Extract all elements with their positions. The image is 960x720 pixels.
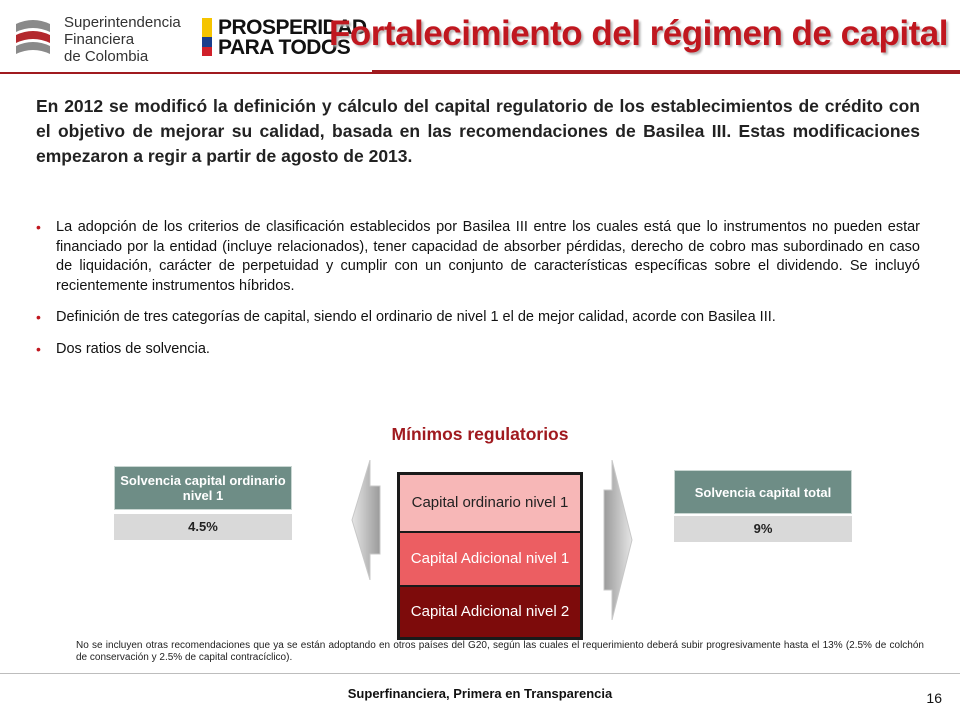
logo-line: PROSPERIDAD bbox=[218, 16, 367, 39]
bullet-item bbox=[36, 308, 920, 328]
left-solvency-value: 4.5% bbox=[114, 514, 292, 540]
logo-line: Financiera bbox=[64, 31, 135, 48]
logo-line: Superintendencia bbox=[64, 14, 181, 31]
left-solvency-box bbox=[114, 466, 292, 540]
diagram-title: Mínimos regulatorios bbox=[391, 424, 569, 444]
logo-line: de Colombia bbox=[64, 48, 149, 65]
intro-paragraph: En 2012 se modificó la definición y cálculo del capital regulatorio de los establecimientos de crédito con el objetivo de mejorar su calidad, basada en las recomendaciones de Basilea III. Estas modificaciones empezaron a regir a partir de agosto de 2013. bbox=[36, 96, 920, 166]
right-solvency-value: 9% bbox=[674, 516, 852, 542]
title-underline bbox=[372, 70, 960, 74]
right-solvency-label: Solvencia capital total bbox=[674, 470, 852, 514]
bullet-icon: • bbox=[36, 340, 41, 357]
page-number: 16 bbox=[926, 690, 942, 706]
left-solvency-label: Solvencia capital ordinario nivel 1 bbox=[114, 466, 292, 510]
bullet-text: Dos ratios de solvencia. bbox=[56, 340, 210, 357]
superfinanciera-emblem-icon bbox=[8, 14, 58, 64]
left-arrow-icon bbox=[350, 460, 384, 580]
capital-stack bbox=[397, 472, 583, 640]
footer-text: Superfinanciera, Primera en Transparencia bbox=[347, 686, 613, 701]
bullet-icon: • bbox=[36, 309, 41, 325]
header-divider bbox=[0, 72, 372, 74]
right-solvency-box bbox=[674, 470, 852, 542]
colombia-flag-icon bbox=[202, 18, 212, 56]
footer-divider bbox=[0, 673, 960, 674]
footnote: No se incluyen otras recomendaciones que ya se están adoptando en otros países del G20, según las cuales el requerimiento deberá subir progresivamente hasta el 13% (2.5% de colchón de conservación y 2.5% de capital contracíclico). bbox=[76, 640, 924, 663]
superfinanciera-logo bbox=[8, 10, 181, 66]
superfinanciera-logo-text bbox=[64, 14, 181, 65]
bullet-text: Definición de tres categorías de capital, siendo el ordinario de nivel 1 el de mejor calidad, acorde con Basilea III. bbox=[56, 309, 776, 325]
bullet-item bbox=[36, 218, 920, 296]
slide-title: Fortalecimiento del régimen de capital bbox=[329, 14, 948, 53]
layer-capital-ordinario: Capital ordinario nivel 1 bbox=[400, 475, 580, 531]
layer-capital-adicional-1: Capital Adicional nivel 1 bbox=[400, 533, 580, 585]
bullet-text: La adopción de los criterios de clasificación establecidos por Basilea III entre los cuales está que lo instrumentos no pueden estar financiado por la entidad (incluye relacionados), tener capacidad de absorber pérdidas, derecho de cobro mas subordinado en caso de liquidación, carácter de perpetuidad y cumplir con un conjunto de características específicas sobre el dividendo. Se incluyó recientemente instrumentos híbridos. bbox=[56, 219, 920, 294]
right-arrow-icon bbox=[600, 460, 634, 620]
logo-line: PARA TODOS bbox=[218, 36, 351, 59]
bullet-item bbox=[36, 340, 920, 360]
bullet-icon: • bbox=[36, 219, 41, 235]
layer-capital-adicional-2: Capital Adicional nivel 2 bbox=[400, 587, 580, 637]
bullet-list bbox=[36, 218, 920, 371]
